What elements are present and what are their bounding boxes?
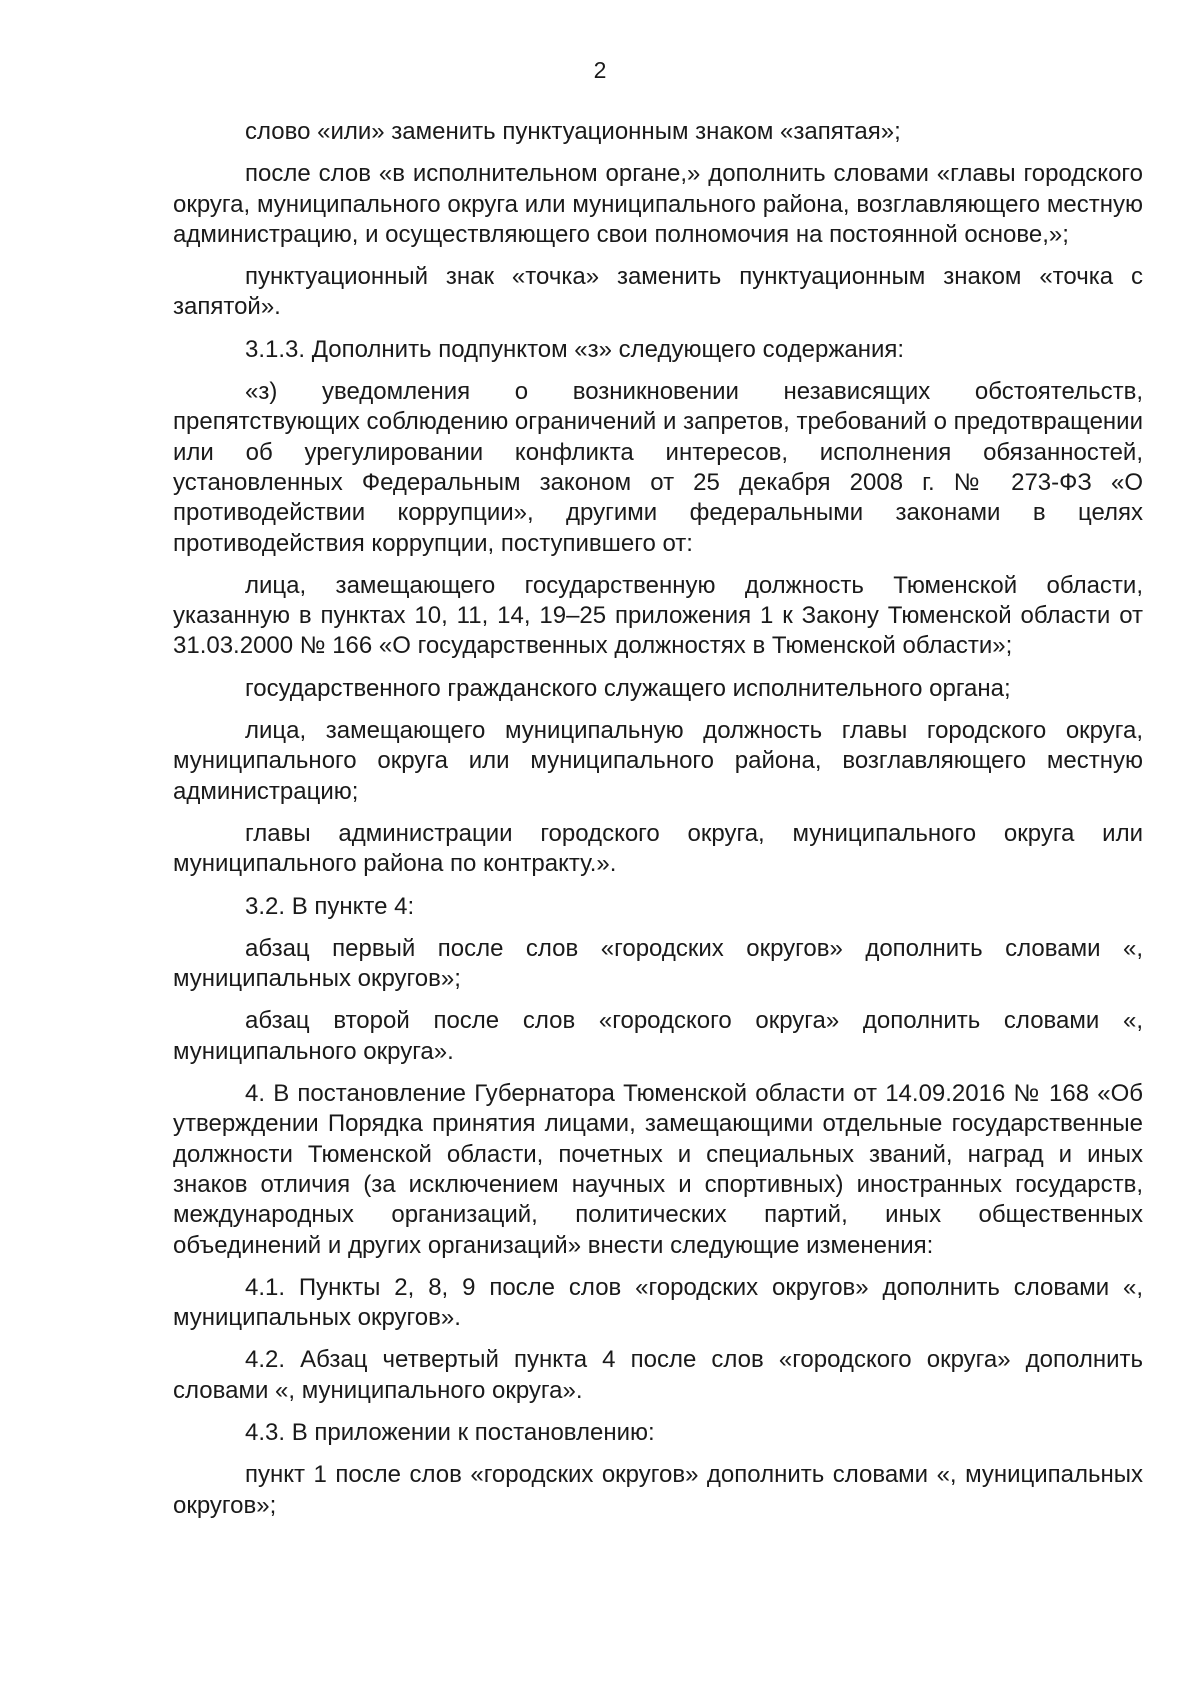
paragraph: 3.1.3. Дополнить подпунктом «з» следующего содержания: (245, 335, 905, 363)
paragraph: абзац первый после слов «городских округов» дополнить словами «, муниципальных округов»; (173, 934, 1143, 993)
paragraph: государственного гражданского служащего исполнительного органа; (245, 674, 1011, 702)
document-body (173, 117, 1143, 1533)
paragraph: лица, замещающего государственную должность Тюменской области, указанную в пунктах 10, 11, 14, 19–25 приложения 1 к Закону Тюменской области от 31.03.2000 № 166 «О государственных должностях в Тюменской области»; (173, 571, 1143, 660)
paragraph: 4.3. В приложении к постановлению: (245, 1418, 655, 1446)
paragraph: «з) уведомления о возникновении независящих обстоятельств, препятствующих соблюдению ограничений и запретов, требований о предотвращении или об урегулировании конфликта интересов, исполнения обязанностей, установленных Федеральным законом от 25 декабря 2008 г. № 273-ФЗ «О противодействии коррупции», другими федеральными законами в целях противодействия коррупции, поступившего от: (173, 378, 1143, 557)
paragraph: пункт 1 после слов «городских округов» дополнить словами «, муниципальных округов»; (173, 1461, 1143, 1519)
paragraph: 4.2. Абзац четвертый пункта 4 после слов «городского округа» дополнить словами «, муниципального округа». (173, 1346, 1143, 1404)
paragraph: пунктуационный знак «точка» заменить пунктуационным знаком «точка с запятой». (173, 263, 1143, 321)
paragraph: лица, замещающего муниципальную должность главы городского округа, муниципального округа или муниципального района, возглавляющего местную администрацию; (173, 717, 1143, 805)
page-number: 2 (593, 57, 607, 83)
paragraph: главы администрации городского округа, муниципального округа или муниципального района по контракту.». (173, 819, 1143, 878)
paragraph: после слов «в исполнительном органе,» дополнить словами «главы городского округа, муниципального округа или муниципального района, возглавляющего местную администрацию, и осуществляющего свои полномочия на постоянной основе,»; (173, 160, 1143, 248)
paragraph: слово «или» заменить пунктуационным знаком «запятая»; (245, 118, 901, 145)
paragraph: 4. В постановление Губернатора Тюменской области от 14.09.2016 № 168 «Об утверждении Порядка принятия лицами, замещающими отдельные государственные должности Тюменской области, почетных и специальных званий, наград и иных знаков отличия (за исключением научных и спортивных) иностранных государств, международных организаций, политических партий, иных общественных объединений и других организаций» внести следующие изменения: (173, 1080, 1143, 1259)
paragraph: 4.1. Пункты 2, 8, 9 после слов «городских округов» дополнить словами «, муниципальных округов». (173, 1273, 1143, 1332)
paragraph: 3.2. В пункте 4: (245, 892, 415, 920)
paragraph: абзац второй после слов «городского округа» дополнить словами «, муниципального округа». (173, 1007, 1143, 1065)
